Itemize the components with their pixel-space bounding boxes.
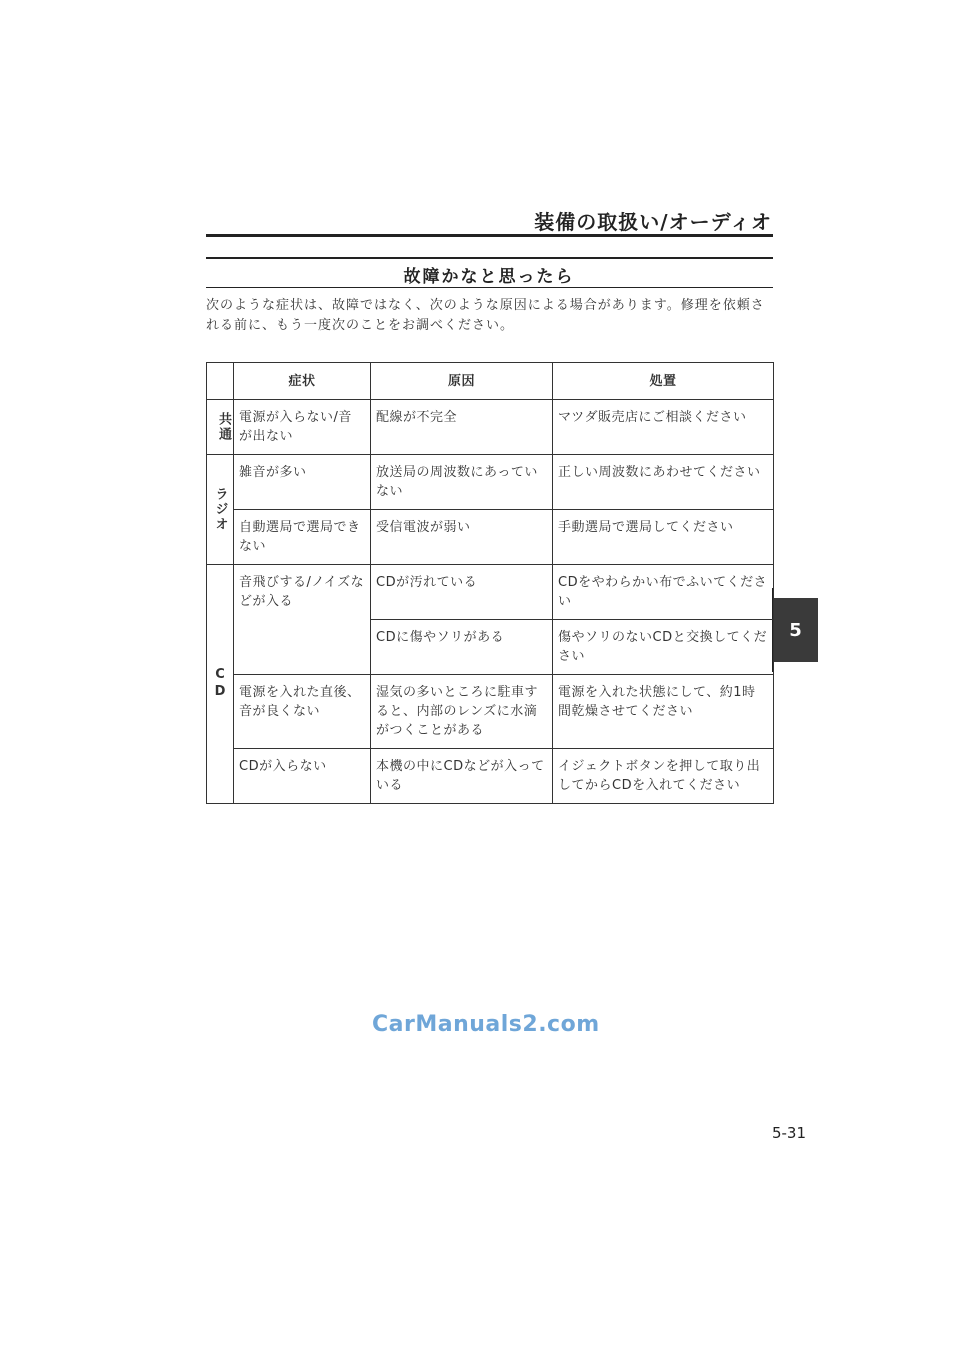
section-title: 故障かなと思ったら xyxy=(403,267,575,287)
cause-cell: 本機の中にCDなどが入っている xyxy=(371,749,553,804)
chapter-tab-number: 5 xyxy=(789,619,802,641)
section-divider-top xyxy=(206,257,773,259)
category-cd: CD xyxy=(207,565,234,804)
remedy-cell: 手動選局で選局してください xyxy=(553,510,774,565)
symptom-cell: 自動選局で選局できない xyxy=(234,510,371,565)
remedy-cell: イジェクトボタンを押して取り出してからCDを入れてください xyxy=(553,749,774,804)
watermark-text: CarManuals2.com xyxy=(372,1012,600,1037)
chapter-divider xyxy=(206,234,773,237)
category-radio: ラジオ xyxy=(207,455,234,565)
chapter-tab xyxy=(773,598,818,662)
page-number: 5-31 xyxy=(771,1124,806,1142)
table-row xyxy=(207,400,774,455)
chapter-title: 装備の取扱い/オーディオ xyxy=(534,210,772,234)
table-row xyxy=(207,675,774,749)
header-symptom: 症状 xyxy=(234,363,371,400)
remedy-cell: CDをやわらかい布でふいてください xyxy=(553,565,774,620)
section-divider-bottom xyxy=(206,287,773,288)
table-row xyxy=(207,749,774,804)
table-header-row xyxy=(207,363,774,400)
troubleshooting-table xyxy=(206,362,774,804)
remedy-cell: 正しい周波数にあわせてください xyxy=(553,455,774,510)
remedy-cell: マツダ販売店にご相談ください xyxy=(553,400,774,455)
symptom-cell: CDが入らない xyxy=(234,749,371,804)
table-row xyxy=(207,455,774,510)
cause-cell: CDに傷やソリがある xyxy=(371,620,553,675)
symptom-cell: 電源を入れた直後、音が良くない xyxy=(234,675,371,749)
cause-cell: 配線が不完全 xyxy=(371,400,553,455)
remedy-cell: 電源を入れた状態にして、約1時間乾燥させてください xyxy=(553,675,774,749)
cause-cell: CDが汚れている xyxy=(371,565,553,620)
symptom-cell: 雑音が多い xyxy=(234,455,371,510)
cause-cell: 湿気の多いところに駐車すると、内部のレンズに水滴がつくことがある xyxy=(371,675,553,749)
symptom-cell: 音飛びする/ノイズなどが入る xyxy=(234,565,371,675)
table-row xyxy=(207,510,774,565)
category-common: 共通 xyxy=(207,400,234,455)
remedy-cell: 傷やソリのないCDと交換してください xyxy=(553,620,774,675)
cause-cell: 受信電波が弱い xyxy=(371,510,553,565)
table-row xyxy=(207,565,774,620)
intro-paragraph: 次のような症状は、故障ではなく、次のような原因による場合があります。修理を依頼される前に、もう一度次のことをお調べください。 xyxy=(206,298,765,333)
symptom-cell: 電源が入らない/音が出ない xyxy=(234,400,371,455)
header-category xyxy=(207,363,234,400)
header-remedy: 処置 xyxy=(553,363,774,400)
header-cause: 原因 xyxy=(371,363,553,400)
cause-cell: 放送局の周波数にあっていない xyxy=(371,455,553,510)
